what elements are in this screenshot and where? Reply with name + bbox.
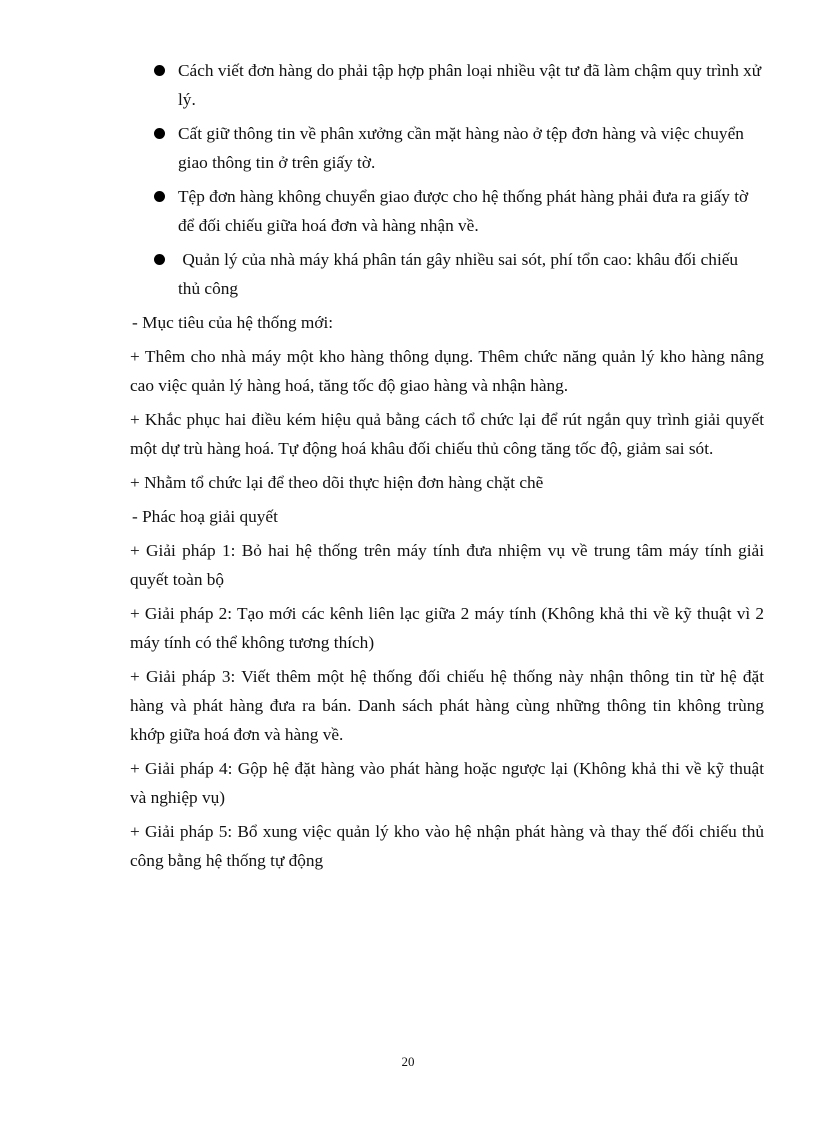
- bullet-text: Cách viết đơn hàng do phải tập hợp phân loại nhiều vật tư đã làm chậm quy trình xử lý.: [178, 61, 762, 109]
- solution-paragraph: + Giải pháp 4: Gộp hệ đặt hàng vào phát hàng hoặc ngược lại (Không khả thi về kỹ thuật và nghiệp vụ): [130, 759, 764, 807]
- section-heading-solutions: - Phác hoạ giải quyết: [132, 507, 278, 526]
- bullet-text: Quản lý của nhà máy khá phân tán gây nhiều sai sót, phí tổn cao: khâu đối chiếu thủ công: [178, 250, 743, 298]
- solution-paragraph: + Giải pháp 1: Bỏ hai hệ thống trên máy tính đưa nhiệm vụ về trung tâm máy tính giải quyết toàn bộ: [130, 541, 764, 589]
- bullet-item: [130, 119, 764, 177]
- paragraph: + Thêm cho nhà máy một kho hàng thông dụng. Thêm chức năng quản lý kho hàng nâng cao việc quản lý hàng hoá, tăng tốc độ giao hàng và nhận hàng.: [130, 347, 764, 395]
- section-heading-goals: - Mục tiêu của hệ thống mới:: [132, 313, 334, 332]
- solution-paragraph: + Giải pháp 2: Tạo mới các kênh liên lạc giữa 2 máy tính (Không khả thi về kỹ thuật vì 2 máy tính có thể không tương thích): [130, 604, 764, 652]
- bullet-item: [130, 182, 764, 240]
- bullet-dot-icon: [154, 254, 165, 265]
- body-text: [130, 56, 764, 880]
- paragraph: + Nhằm tổ chức lại để theo dõi thực hiện đơn hàng chặt chẽ: [130, 473, 544, 492]
- page-number: 20: [401, 1054, 415, 1069]
- bullet-dot-icon: [154, 128, 165, 139]
- bullet-dot-icon: [154, 65, 165, 76]
- bullet-item: [130, 245, 764, 303]
- solution-paragraph: + Giải pháp 3: Viết thêm một hệ thống đối chiếu hệ thống này nhận thông tin từ hệ đặt hàng và phát hàng đưa ra bán. Danh sách phát hàng cùng những thông tin không trùng khớp giữa hoá đơn và hàng về.: [130, 667, 764, 744]
- bullet-dot-icon: [154, 191, 165, 202]
- bullet-text: Tệp đơn hàng không chuyển giao được cho hệ thống phát hàng phải đưa ra giấy tờ để đối chiếu giữa hoá đơn và hàng nhận về.: [178, 187, 749, 235]
- bullet-item: [130, 56, 764, 114]
- solution-paragraph: + Giải pháp 5: Bổ xung việc quản lý kho vào hệ nhận phát hàng và thay thế đối chiếu thủ công bằng hệ thống tự động: [130, 822, 764, 870]
- paragraph: + Khắc phục hai điều kém hiệu quả bằng cách tổ chức lại để rút ngắn quy trình giải quyết một dự trù hàng hoá. Tự động hoá khâu đối chiếu thủ công tăng tốc độ, giảm sai sót.: [130, 410, 764, 458]
- bullet-list: [130, 56, 764, 303]
- bullet-text: Cất giữ thông tin về phân xưởng cần mặt hàng nào ở tệp đơn hàng và việc chuyển giao thông tin ở trên giấy tờ.: [178, 124, 744, 172]
